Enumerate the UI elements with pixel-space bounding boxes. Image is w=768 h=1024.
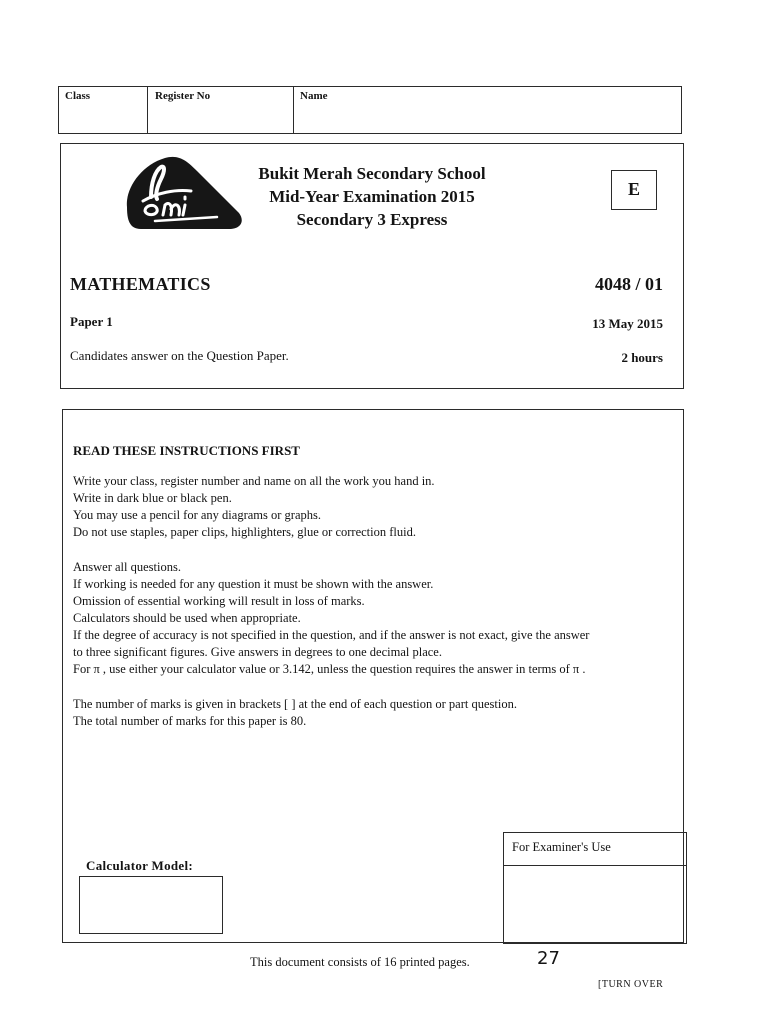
register-no-label: Register No: [155, 90, 211, 102]
paper-number: Paper 1: [70, 314, 113, 329]
page-count-note: This document consists of 16 printed pages.: [250, 955, 470, 969]
instruction-line: Calculators should be used when appropriate.: [73, 611, 301, 625]
candidates-note: Candidates answer on the Question Paper.: [70, 348, 289, 363]
subject-title: MATHEMATICS: [70, 274, 211, 294]
instruction-line: to three significant figures. Give answers in degrees to one decimal place.: [73, 645, 442, 659]
instruction-line: Do not use staples, paper clips, highlighters, glue or correction fluid.: [73, 525, 416, 539]
instruction-line: The number of marks is given in brackets [ ] at the end of each question or part question.: [73, 697, 517, 711]
school-name: Bukit Merah Secondary School: [258, 164, 486, 183]
exam-date: 13 May 2015: [592, 316, 663, 331]
handwritten-page-mark: 27: [537, 948, 560, 969]
instruction-line: Write your class, register number and name on all the work you hand in.: [73, 474, 435, 488]
instruction-line: If working is needed for any question it must be shown with the answer.: [73, 577, 434, 591]
instruction-line: Omission of essential working will result in loss of marks.: [73, 594, 365, 608]
paper-variant-badge: E: [611, 170, 657, 210]
info-divider: [293, 87, 294, 133]
instruction-line: For π , use either your calculator value or 3.142, unless the question requires the answer in terms of π .: [73, 662, 586, 676]
class-label: Class: [65, 90, 91, 102]
instruction-line: The total number of marks for this paper is 80.: [73, 714, 307, 728]
calculator-model-field[interactable]: [79, 876, 223, 934]
instructions-title: READ THESE INSTRUCTIONS FIRST: [73, 443, 300, 458]
calculator-model-label: Calculator Model:: [86, 858, 194, 873]
instruction-line: Write in dark blue or black pen.: [73, 491, 232, 505]
examiner-use-label: For Examiner's Use: [512, 840, 611, 854]
info-divider: [147, 87, 148, 133]
examiner-use-box: [503, 832, 687, 944]
instruction-line: Answer all questions.: [73, 560, 181, 574]
level-name: Secondary 3 Express: [296, 210, 448, 229]
student-info-table: [58, 86, 682, 134]
examiner-box-divider: [504, 865, 686, 866]
turn-over-note: [TURN OVER: [598, 979, 664, 990]
exam-duration: 2 hours: [621, 350, 663, 365]
exam-header-box: [60, 143, 684, 389]
instruction-line: You may use a pencil for any diagrams or graphs.: [73, 508, 321, 522]
name-label: Name: [300, 90, 328, 102]
instructions-box: [62, 409, 684, 943]
paper-code: 4048 / 01: [594, 274, 663, 294]
exam-name: Mid-Year Examination 2015: [269, 187, 475, 206]
instruction-line: If the degree of accuracy is not specified in the question, and if the answer is not exact, give the answer: [73, 628, 590, 642]
